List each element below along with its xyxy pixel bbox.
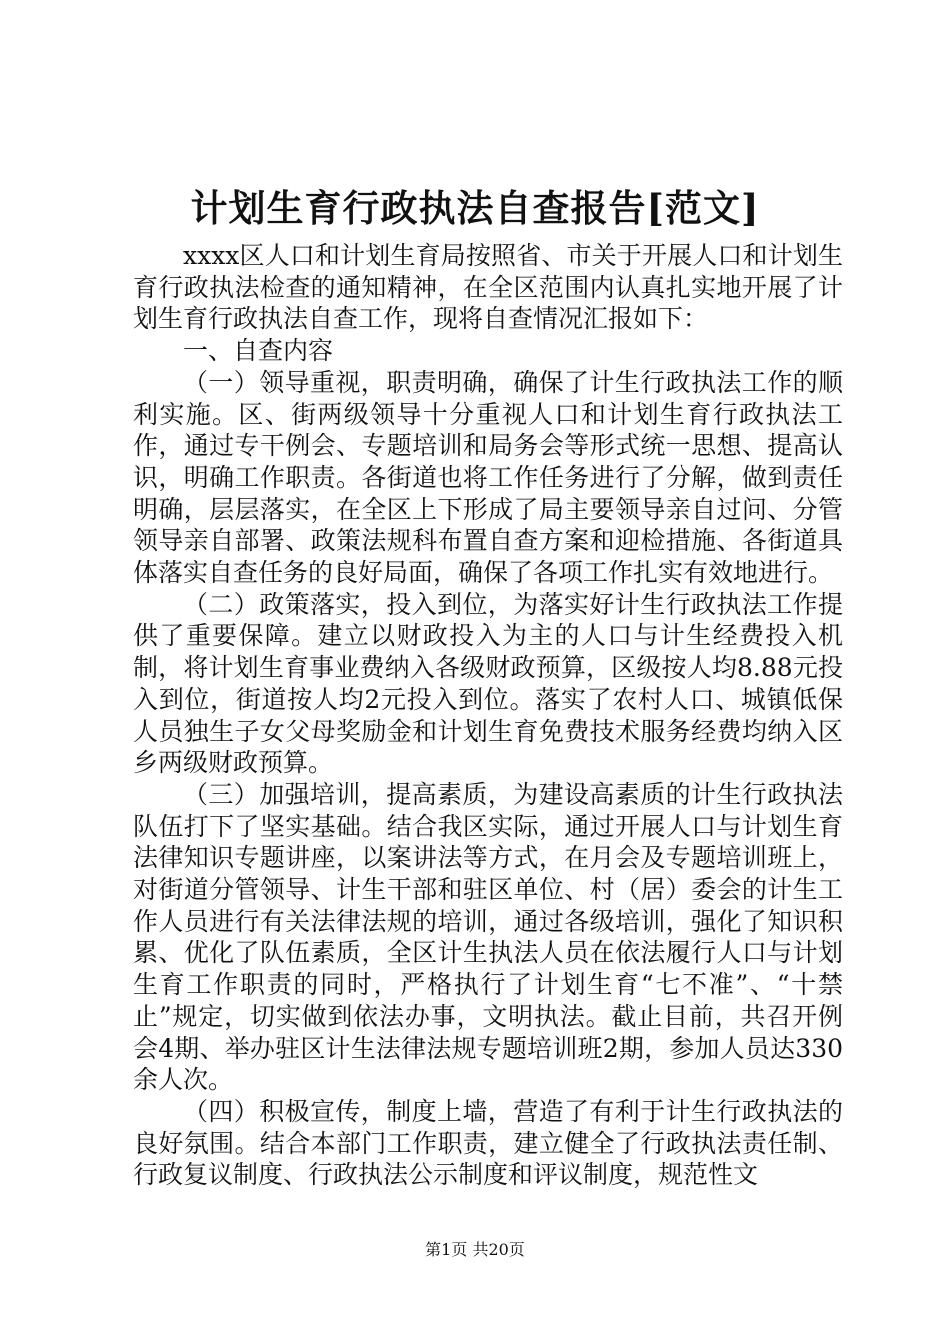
document-body	[133, 240, 843, 1191]
intro-paragraph: xxxx区人口和计划生育局按照省、市关于开展人口和计划生育行政执法检查的通知精神，在全区范围内认真扎实地开展了计划生育行政执法自查工作，现将自查情况汇报如下：	[133, 241, 843, 334]
paragraph-4: （四）积极宣传，制度上墙，营造了有利于计生行政执法的良好氛围。结合本部门工作职责，建立健全了行政执法责任制、行政复议制度、行政执法公示制度和评议制度，规范性文	[133, 1096, 843, 1190]
paragraph-2: （二）政策落实，投入到位，为落实好计生行政执法工作提供了重要保障。建立以财政投入为主的人口与计生经费投入机制，将计划生育事业费纳入各级财政预算，区级按人均8.88元投入到位，街道按人均2元投入到位。落实了农村人口、城镇低保人员独生子女父母奖励金和计划生育免费技术服务经费均纳入区乡两级财政预算。	[133, 589, 843, 778]
paragraph-1: （一）领导重视，职责明确，确保了计生行政执法工作的顺利实施。区、街两级领导十分重视人口和计划生育行政执法工作，通过专干例会、专题培训和局务会等形式统一思想、提高认识，明确工作职责。各街道也将工作任务进行了分解，做到责任明确，层层落实，在全区上下形成了局主要领导亲自过问、分管领导亲自部署、政策法规科布置自查方案和迎检措施、各街道具体落实自查任务的良好局面，确保了各项工作扎实有效地进行。	[133, 367, 843, 588]
paragraph-3: （三）加强培训，提高素质，为建设高素质的计生行政执法队伍打下了坚实基础。结合我区实际，通过开展人口与计划生育法律知识专题讲座，以案讲法等方式，在月会及专题培训班上，对街道分管领导、计生干部和驻区单位、村（居）委会的计生工作人员进行有关法律法规的培训，通过各级培训，强化了知识积累、优化了队伍素质，全区计生执法人员在依法履行人口与计划生育工作职责的同时，严格执行了计划生育“七不准”、“十禁止”规定，切实做到依法办事，文明执法。截止目前，共召开例会4期、举办驻区计生法律法规专题培训班2期，参加人员达330余人次。	[133, 779, 843, 1095]
page-footer: 第1页 共20页	[425, 1240, 525, 1259]
document-title: 计划生育行政执法自查报告[范文]	[190, 186, 760, 230]
section-heading: 一、自查内容	[183, 336, 334, 366]
